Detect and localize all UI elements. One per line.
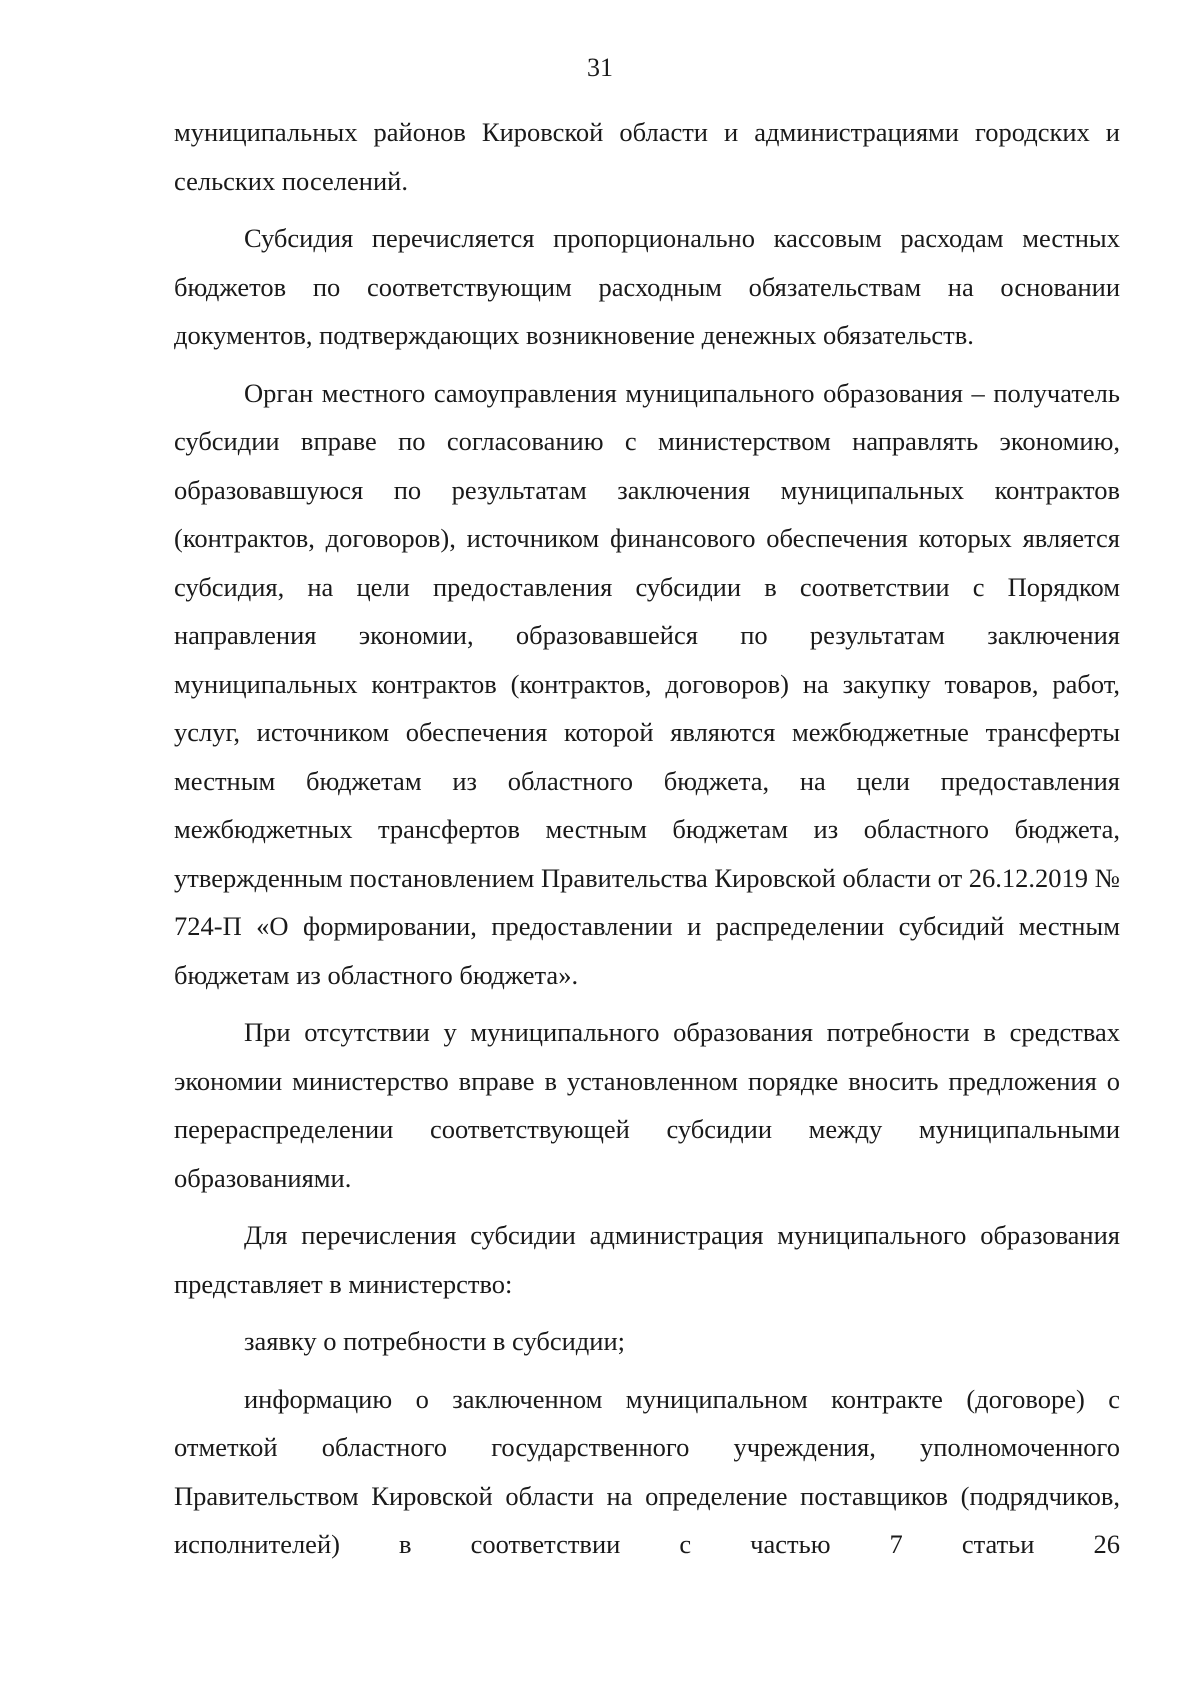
paragraph: Орган местного самоуправления муниципального образования – получатель субсидии вправе по согласованию с министерством направлять экономию, образовавшуюся по результатам заключения муниципальных контрактов (контрактов, договоров), источником финансового обеспечения которых является субсидия, на цели предоставления субсидии в соответствии с Порядком направления экономии, образовавшейся по результатам заключения муниципальных контрактов (контрактов, договоров) на закупку товаров, работ, услуг, источником обеспечения которой являются межбюджетные трансферты местным бюджетам из областного бюджета, на цели предоставления межбюджетных трансфертов местным бюджетам из областного бюджета, утвержденным постановлением Правительства Кировской области от 26.12.2019 № 724-П «О формировании, предоставлении и распределении субсидий местным бюджетам из областного бюджета». (174, 377, 1120, 990)
paragraph: Субсидия перечисляется пропорционально кассовым расходам местных бюджетов по соответствующим расходным обязательствам на основании документов, подтверждающих возникновение денежных обязательств. (174, 223, 1120, 350)
paragraph: заявку о потребности в субсидии; (244, 1326, 625, 1356)
paragraph: При отсутствии у муниципального образования потребности в средствах экономии министерство вправе в установленном порядке вносить предложения о перераспределении соответствующей субсидии между муниципальными образованиями. (174, 1017, 1120, 1193)
paragraph: информацию о заключенном муниципальном контракте (договоре) с отметкой областного государственного учреждения, уполномоченного Правительством Кировской области на определение поставщиков (подрядчиков, исполнителей) в соответствии с частью 7 статьи 26 (174, 1383, 1120, 1559)
paragraph: Для перечисления субсидии администрация муниципального образования представляет в министерство: (174, 1220, 1120, 1299)
paragraph: муниципальных районов Кировской области и администрациями городских и сельских поселений. (174, 117, 1120, 196)
page-number: 31 (587, 53, 613, 82)
document-body (174, 108, 1120, 1569)
